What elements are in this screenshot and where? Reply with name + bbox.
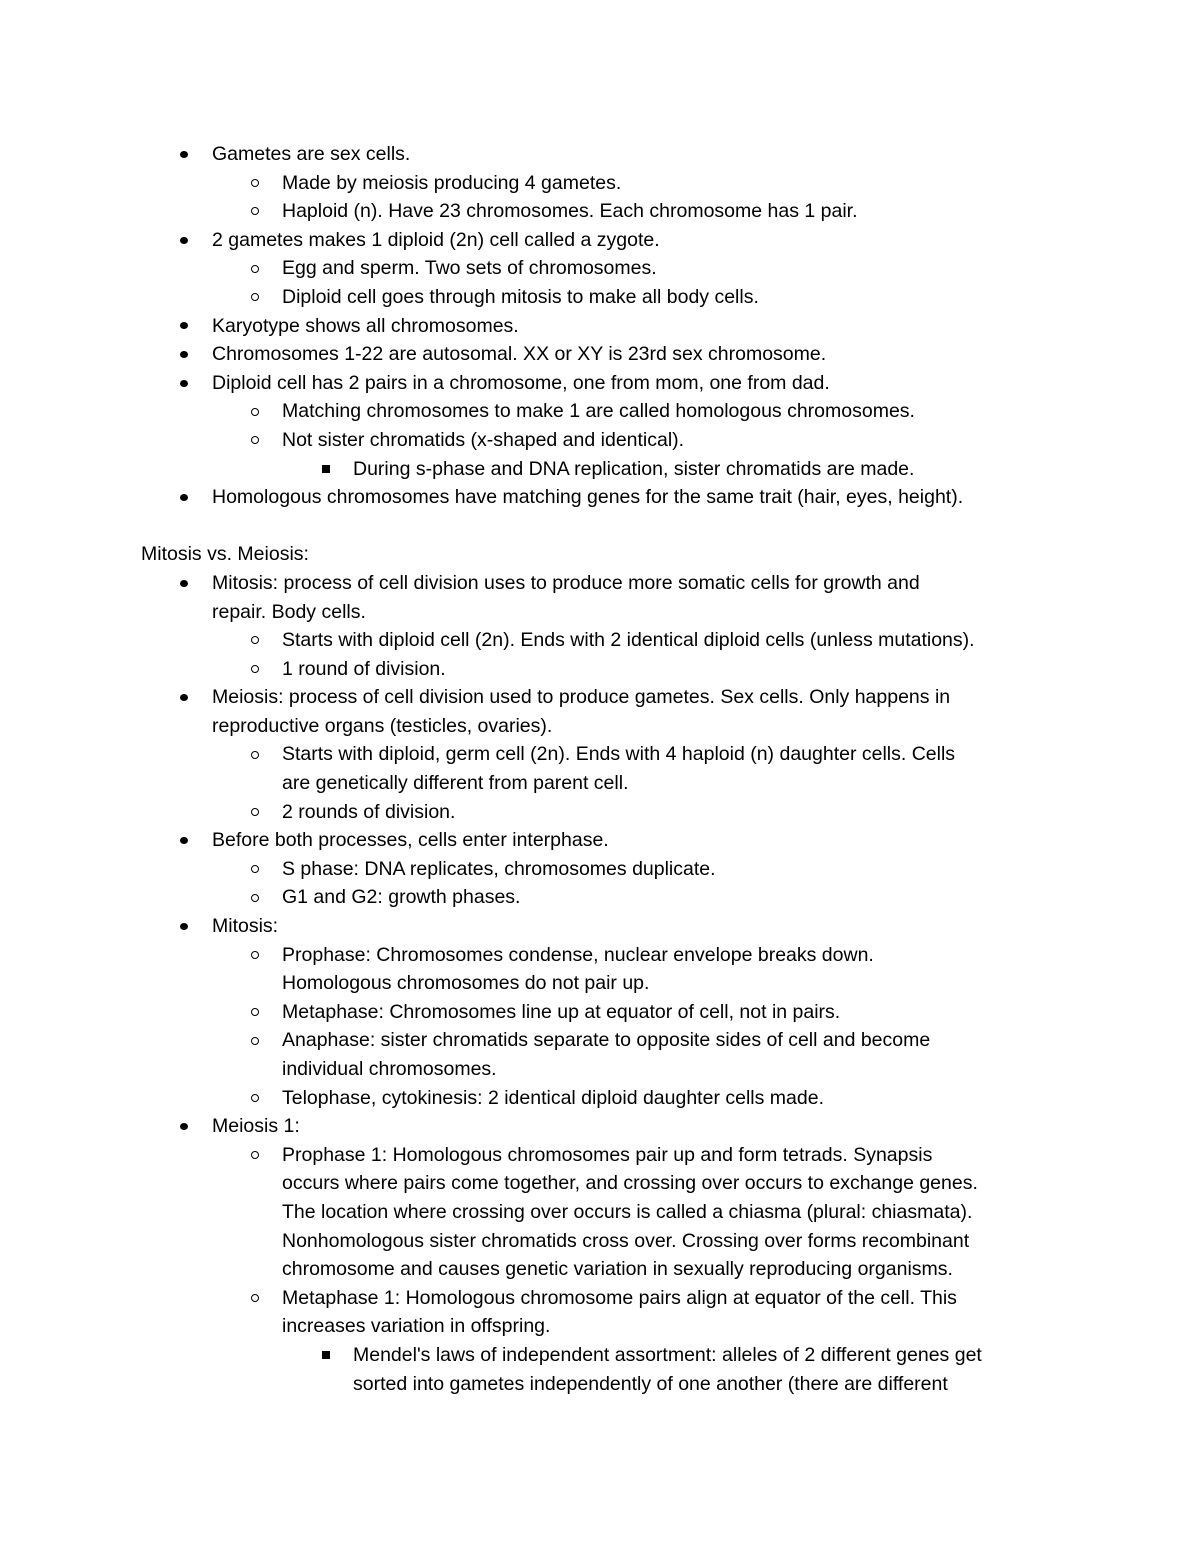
notes-content xyxy=(141,140,1071,1398)
bullet-circle-icon xyxy=(248,1141,262,1170)
list-item xyxy=(141,340,1071,369)
list-item-text: Mitosis: xyxy=(212,915,279,938)
bullet-circle-icon xyxy=(248,855,262,884)
bullet-circle-icon xyxy=(248,1084,262,1113)
bullet-dot-icon xyxy=(177,312,191,341)
bullet-dot-icon xyxy=(177,140,191,169)
list-item-text: Karyotype shows all chromosomes. xyxy=(212,314,519,337)
bullet-dot-icon xyxy=(177,483,191,512)
list-item-text: Starts with diploid, germ cell (2n). Ends with 4 haploid (n) daughter cells. Cells xyxy=(282,743,956,766)
list-item xyxy=(141,426,1071,455)
list-item-text: Diploid cell goes through mitosis to make all body cells. xyxy=(282,285,759,308)
list-item-text: 2 rounds of division. xyxy=(282,800,456,823)
list-item-text: Prophase 1: Homologous chromosomes pair up and form tetrads. Synapsis xyxy=(282,1143,933,1166)
list-item xyxy=(141,883,1071,912)
list-item-text: Meiosis: process of cell division used to produce gametes. Sex cells. Only happens in xyxy=(212,686,951,709)
bullet-circle-icon xyxy=(248,283,262,312)
list-item-text: Gametes are sex cells. xyxy=(212,143,411,165)
list-item-text: Mitosis: process of cell division uses to produce more somatic cells for growth and xyxy=(212,571,920,594)
list-item-text: Metaphase: Chromosomes line up at equator of cell, not in pairs. xyxy=(282,1000,841,1023)
list-item-text: Diploid cell has 2 pairs in a chromosome, one from mom, one from dad. xyxy=(212,371,830,394)
list-item xyxy=(141,1341,1071,1370)
list-item xyxy=(141,397,1071,426)
list-item-text: Homologous chromosomes have matching genes for the same trait (hair, eyes, height). xyxy=(212,486,964,509)
bullet-circle-icon xyxy=(248,1284,262,1313)
list-item xyxy=(141,683,1071,712)
list-item-text: During s-phase and DNA replication, sister chromatids are made. xyxy=(353,457,915,480)
list-item xyxy=(141,941,1071,970)
list-item-text: Made by meiosis producing 4 gametes. xyxy=(282,171,622,194)
bullet-dot-icon xyxy=(177,912,191,941)
bullet-circle-icon xyxy=(248,254,262,283)
bullet-circle-icon xyxy=(248,883,262,912)
list-item xyxy=(141,1141,1071,1170)
list-item xyxy=(141,169,1071,198)
list-item-continuation: The location where crossing over occurs is called a chiasma (plural: chiasmata). xyxy=(282,1200,973,1223)
list-item xyxy=(141,655,1071,684)
list-item xyxy=(141,740,1071,769)
list-item xyxy=(141,283,1071,312)
list-item-text: Anaphase: sister chromatids separate to opposite sides of cell and become xyxy=(282,1029,931,1052)
list-item-continuation: are genetically different from parent cell. xyxy=(282,772,629,795)
list-item xyxy=(141,1112,1071,1141)
list-item xyxy=(141,998,1071,1027)
list-item-text: Meiosis 1: xyxy=(212,1115,300,1138)
list-item-text: 1 round of division. xyxy=(282,657,446,680)
list-item xyxy=(141,826,1071,855)
list-item xyxy=(141,1284,1071,1313)
list-item-text: Not sister chromatids (x-shaped and identical). xyxy=(282,428,685,451)
bullet-circle-icon xyxy=(248,1026,262,1055)
list-item-continuation: reproductive organs (testicles, ovaries). xyxy=(212,714,553,737)
list-item-text: Haploid (n). Have 23 chromosomes. Each chromosome has 1 pair. xyxy=(282,200,858,223)
bullet-circle-icon xyxy=(248,655,262,684)
list-item xyxy=(141,855,1071,884)
list-item-text: Before both processes, cells enter interphase. xyxy=(212,829,609,852)
bullet-square-icon xyxy=(319,1341,333,1370)
list-item-text: G1 and G2: growth phases. xyxy=(282,886,521,909)
list-item-continuation: repair. Body cells. xyxy=(212,600,366,623)
bullet-dot-icon xyxy=(177,369,191,398)
list-item xyxy=(141,254,1071,283)
list-item-text: Matching chromosomes to make 1 are called homologous chromosomes. xyxy=(282,400,915,423)
list-item xyxy=(141,369,1071,398)
list-item xyxy=(141,798,1071,827)
list-item xyxy=(141,626,1071,655)
list-item xyxy=(141,1026,1071,1055)
bullet-circle-icon xyxy=(248,397,262,426)
list-item-text: 2 gametes makes 1 diploid (2n) cell called a zygote. xyxy=(212,228,660,251)
bullet-dot-icon xyxy=(177,569,191,598)
bullet-dot-icon xyxy=(177,826,191,855)
list-item-continuation: Nonhomologous sister chromatids cross over. Crossing over forms recombinant xyxy=(282,1229,970,1252)
list-item-text: Mendel's laws of independent assortment: alleles of 2 different genes get xyxy=(353,1343,982,1366)
list-item-continuation: increases variation in offspring. xyxy=(282,1315,551,1338)
bullet-circle-icon xyxy=(248,426,262,455)
bullet-dot-icon xyxy=(177,1112,191,1141)
blank-line xyxy=(141,512,1071,541)
list-item xyxy=(141,197,1071,226)
list-item-text: Prophase: Chromosomes condense, nuclear envelope breaks down. xyxy=(282,943,874,966)
bullet-circle-icon xyxy=(248,798,262,827)
bullet-circle-icon xyxy=(248,941,262,970)
bullet-square-icon xyxy=(319,455,333,484)
bullet-dot-icon xyxy=(177,340,191,369)
bullet-circle-icon xyxy=(248,169,262,198)
list-item xyxy=(141,455,1071,484)
list-item xyxy=(141,226,1071,255)
bullet-circle-icon xyxy=(248,740,262,769)
list-item xyxy=(141,140,1071,169)
list-item xyxy=(141,569,1071,598)
list-item-continuation: sorted into gametes independently of one another (there are different xyxy=(353,1372,948,1395)
bullet-dot-icon xyxy=(177,683,191,712)
bullet-dot-icon xyxy=(177,226,191,255)
list-item-text: Starts with diploid cell (2n). Ends with 2 identical diploid cells (unless mutations). xyxy=(282,629,975,652)
list-item-text: S phase: DNA replicates, chromosomes duplicate. xyxy=(282,857,716,880)
list-item-text: Egg and sperm. Two sets of chromosomes. xyxy=(282,257,657,280)
bullet-circle-icon xyxy=(248,197,262,226)
list-item-continuation: occurs where pairs come together, and crossing over occurs to exchange genes. xyxy=(282,1172,978,1195)
list-item xyxy=(141,312,1071,341)
list-item-text: Metaphase 1: Homologous chromosome pairs align at equator of the cell. This xyxy=(282,1286,957,1309)
list-item xyxy=(141,912,1071,941)
list-item-continuation: Homologous chromosomes do not pair up. xyxy=(282,972,650,995)
bullet-circle-icon xyxy=(248,998,262,1027)
list-item-continuation: chromosome and causes genetic variation in sexually reproducing organisms. xyxy=(282,1258,953,1281)
list-item-text: Telophase, cytokinesis: 2 identical diploid daughter cells made. xyxy=(282,1086,824,1109)
list-item-continuation: individual chromosomes. xyxy=(282,1058,497,1080)
list-item xyxy=(141,483,1071,512)
list-item xyxy=(141,1084,1071,1113)
list-item-text: Chromosomes 1-22 are autosomal. XX or XY is 23rd sex chromosome. xyxy=(212,343,827,366)
bullet-circle-icon xyxy=(248,626,262,655)
section-heading: Mitosis vs. Meiosis: xyxy=(141,543,309,566)
